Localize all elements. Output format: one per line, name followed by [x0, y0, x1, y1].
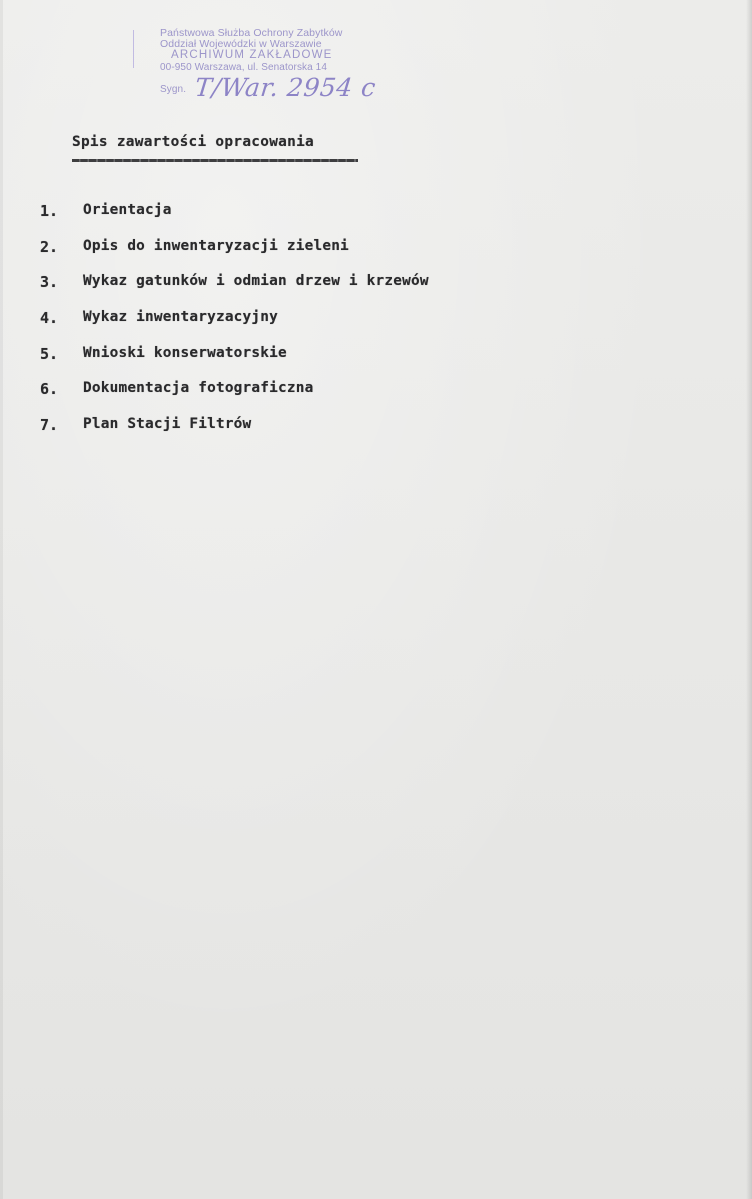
toc-item-number: 7.: [40, 416, 59, 435]
document-title: Spis zawartości opracowania: [72, 134, 315, 150]
stamp-address: 00-950 Warszawa, ul. Senatorska 14: [160, 62, 328, 73]
toc-item-number: 6.: [40, 380, 59, 399]
handwritten-signature-number: T/War. 2954 c: [193, 73, 378, 102]
toc-item-number: 4.: [40, 309, 59, 328]
toc-item-number: 5.: [40, 344, 59, 363]
toc-item-number: 2.: [40, 237, 59, 256]
toc-item-label: Plan Stacji Filtrów: [83, 416, 252, 433]
stamp-sygn-label: Sygn.: [160, 84, 187, 95]
title-underline: [72, 159, 358, 162]
toc-item-label: Wnioski konserwatorskie: [83, 344, 287, 361]
toc-item-label: Wykaz inwentaryzacyjny: [83, 309, 279, 326]
page-edge-left: [0, 0, 3, 1199]
toc-item-label: Dokumentacja fotograficzna: [83, 380, 314, 397]
toc-item-number: 3.: [40, 273, 59, 292]
stamp-department: Oddział Wojewódzki w Warszawie: [160, 38, 322, 50]
page-edge-right: [746, 0, 752, 1199]
stamp-institution: Państwowa Służba Ochrony Zabytków: [160, 27, 343, 39]
toc-item-label: Orientacja: [83, 202, 172, 218]
toc-item-number: 1.: [40, 202, 59, 220]
toc-item-label: Wykaz gatunków i odmian drzew i krzewów: [83, 273, 429, 290]
toc-item-label: Opis do inwentaryzacji zieleni: [83, 237, 349, 254]
stamp-border-line: [133, 30, 134, 68]
stamp-archive-name: ARCHIWUM ZAKŁADOWE: [171, 49, 333, 61]
